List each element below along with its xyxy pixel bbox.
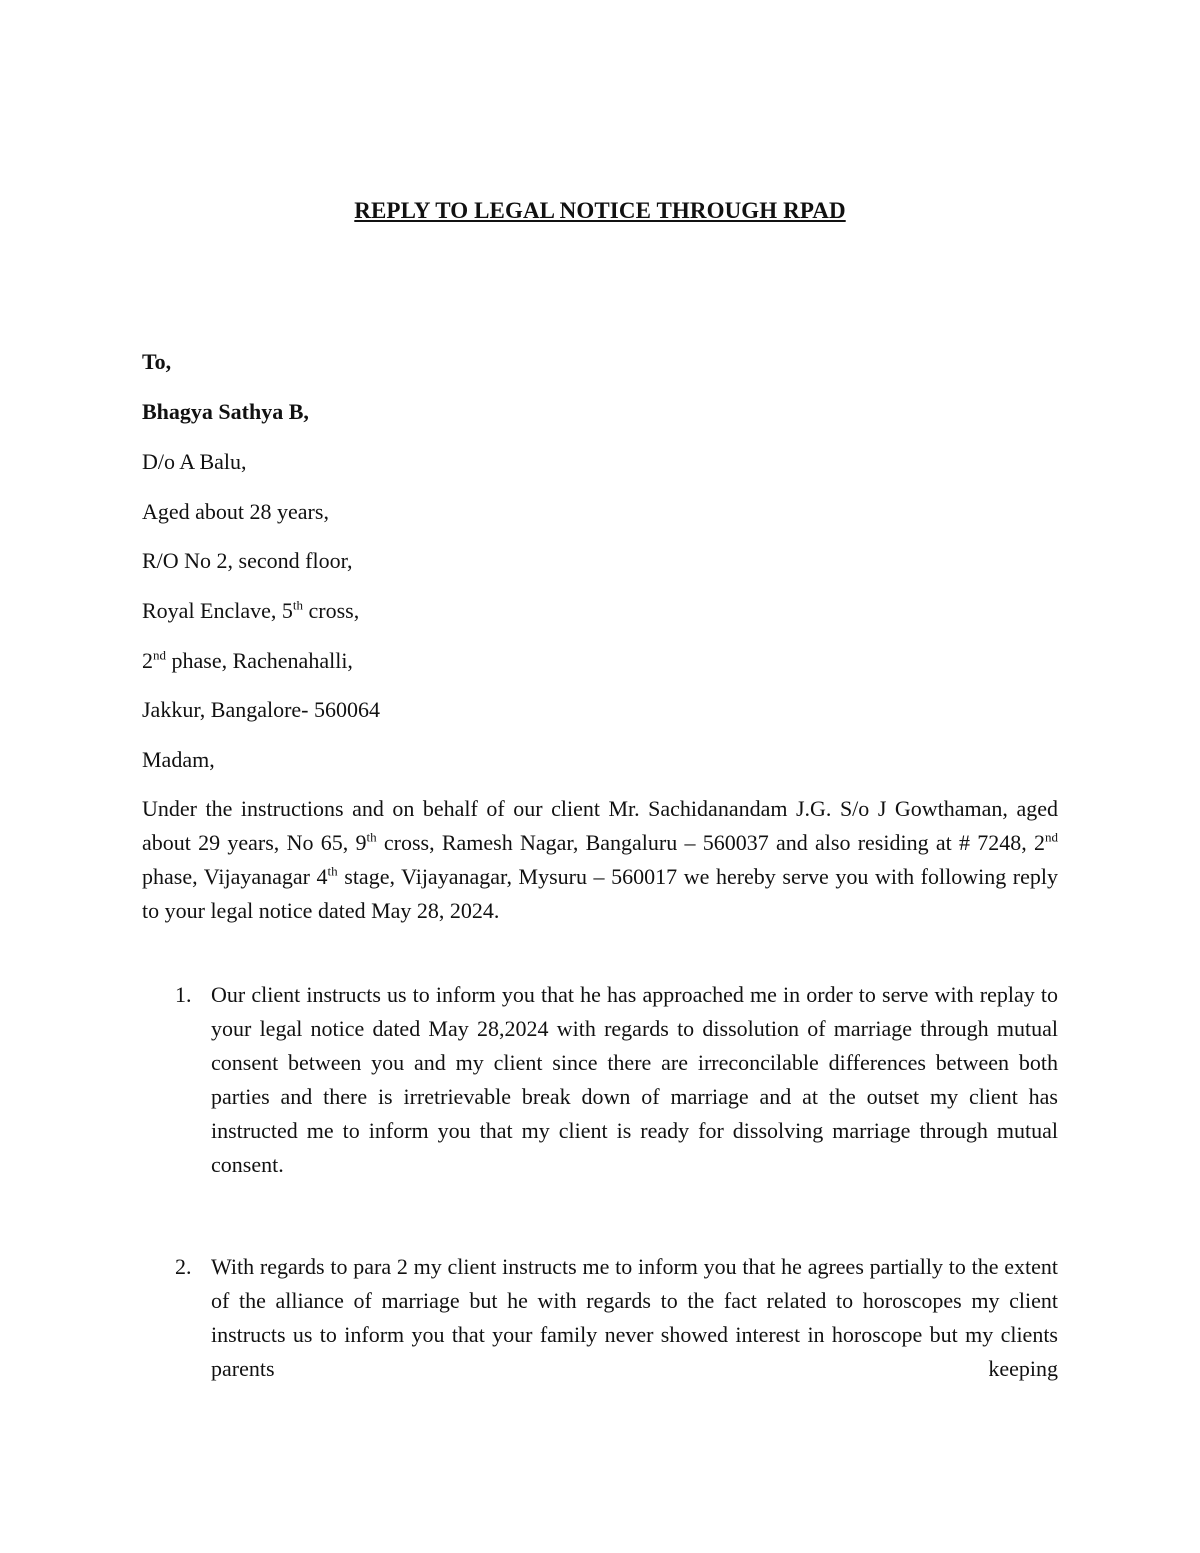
- enclave-text: Royal Enclave, 5: [142, 598, 293, 623]
- enclave-suffix: th: [292, 597, 304, 613]
- list-item-text: With regards to para 2 my client instructs me to inform you that he agrees partially to the extent of the alliance of marriage but he with regards to the fact related to horoscopes my client instructs us to inform you that your family never showed interest in horoscope but my clients parents keeping: [211, 1254, 1058, 1381]
- phase-text-end: phase, Rachenahalli,: [166, 648, 353, 673]
- intro-sup-1: th: [366, 829, 377, 845]
- recipient-name: Bhagya Sathya B,: [142, 399, 309, 424]
- phase-text: 2: [142, 648, 153, 673]
- intro-text-2: cross, Ramesh Nagar, Bangaluru – 560037 and also residing at # 7248, 2: [376, 830, 1045, 855]
- list-item-text: Our client instructs us to inform you that he has approached me in order to serve with replay to your legal notice dated May 28,2024 with regards to dissolution of marriage through mutual consent between you and my client since there are irreconcilable differences between both parties and there is irretrievable break down of marriage and at the outset my client has instructed me to inform you that my client is ready for dissolving marriage through mutual consent.: [211, 982, 1058, 1177]
- list-item: [142, 1250, 1058, 1386]
- intro-text-1: Under the instructions and on behalf of our client Mr. Sachidanandam J.G. S/o J Gowthaman, aged about 29 years, No 65, 9: [142, 796, 1058, 855]
- salutation: Madam,: [142, 747, 215, 772]
- list-item: [142, 978, 1058, 1182]
- recipient-residence: R/O No 2, second floor,: [142, 548, 353, 573]
- list-item-number: 1.: [175, 982, 192, 1007]
- intro-text-3: phase, Vijayanagar 4: [142, 864, 328, 889]
- address-to: To,: [142, 349, 172, 374]
- recipient-enclave: [142, 597, 359, 625]
- recipient-relation: D/o A Balu,: [142, 449, 247, 474]
- phase-suffix: nd: [153, 647, 166, 663]
- enclave-text-end: cross,: [303, 598, 360, 623]
- intro-sup-2: nd: [1045, 829, 1058, 845]
- recipient-city: Jakkur, Bangalore- 560064: [142, 697, 381, 722]
- recipient-phase: [142, 647, 353, 675]
- intro-sup-3: th: [327, 863, 338, 879]
- document-title: REPLY TO LEGAL NOTICE THROUGH RPAD: [354, 198, 846, 223]
- intro-paragraph: [142, 792, 1058, 928]
- recipient-age: Aged about 28 years,: [142, 499, 329, 524]
- list-item-number: 2.: [175, 1254, 192, 1279]
- intro-text-4: stage, Vijayanagar, Mysuru – 560017 we hereby serve you with following reply to your legal notice dated May 28, 2024.: [142, 864, 1059, 923]
